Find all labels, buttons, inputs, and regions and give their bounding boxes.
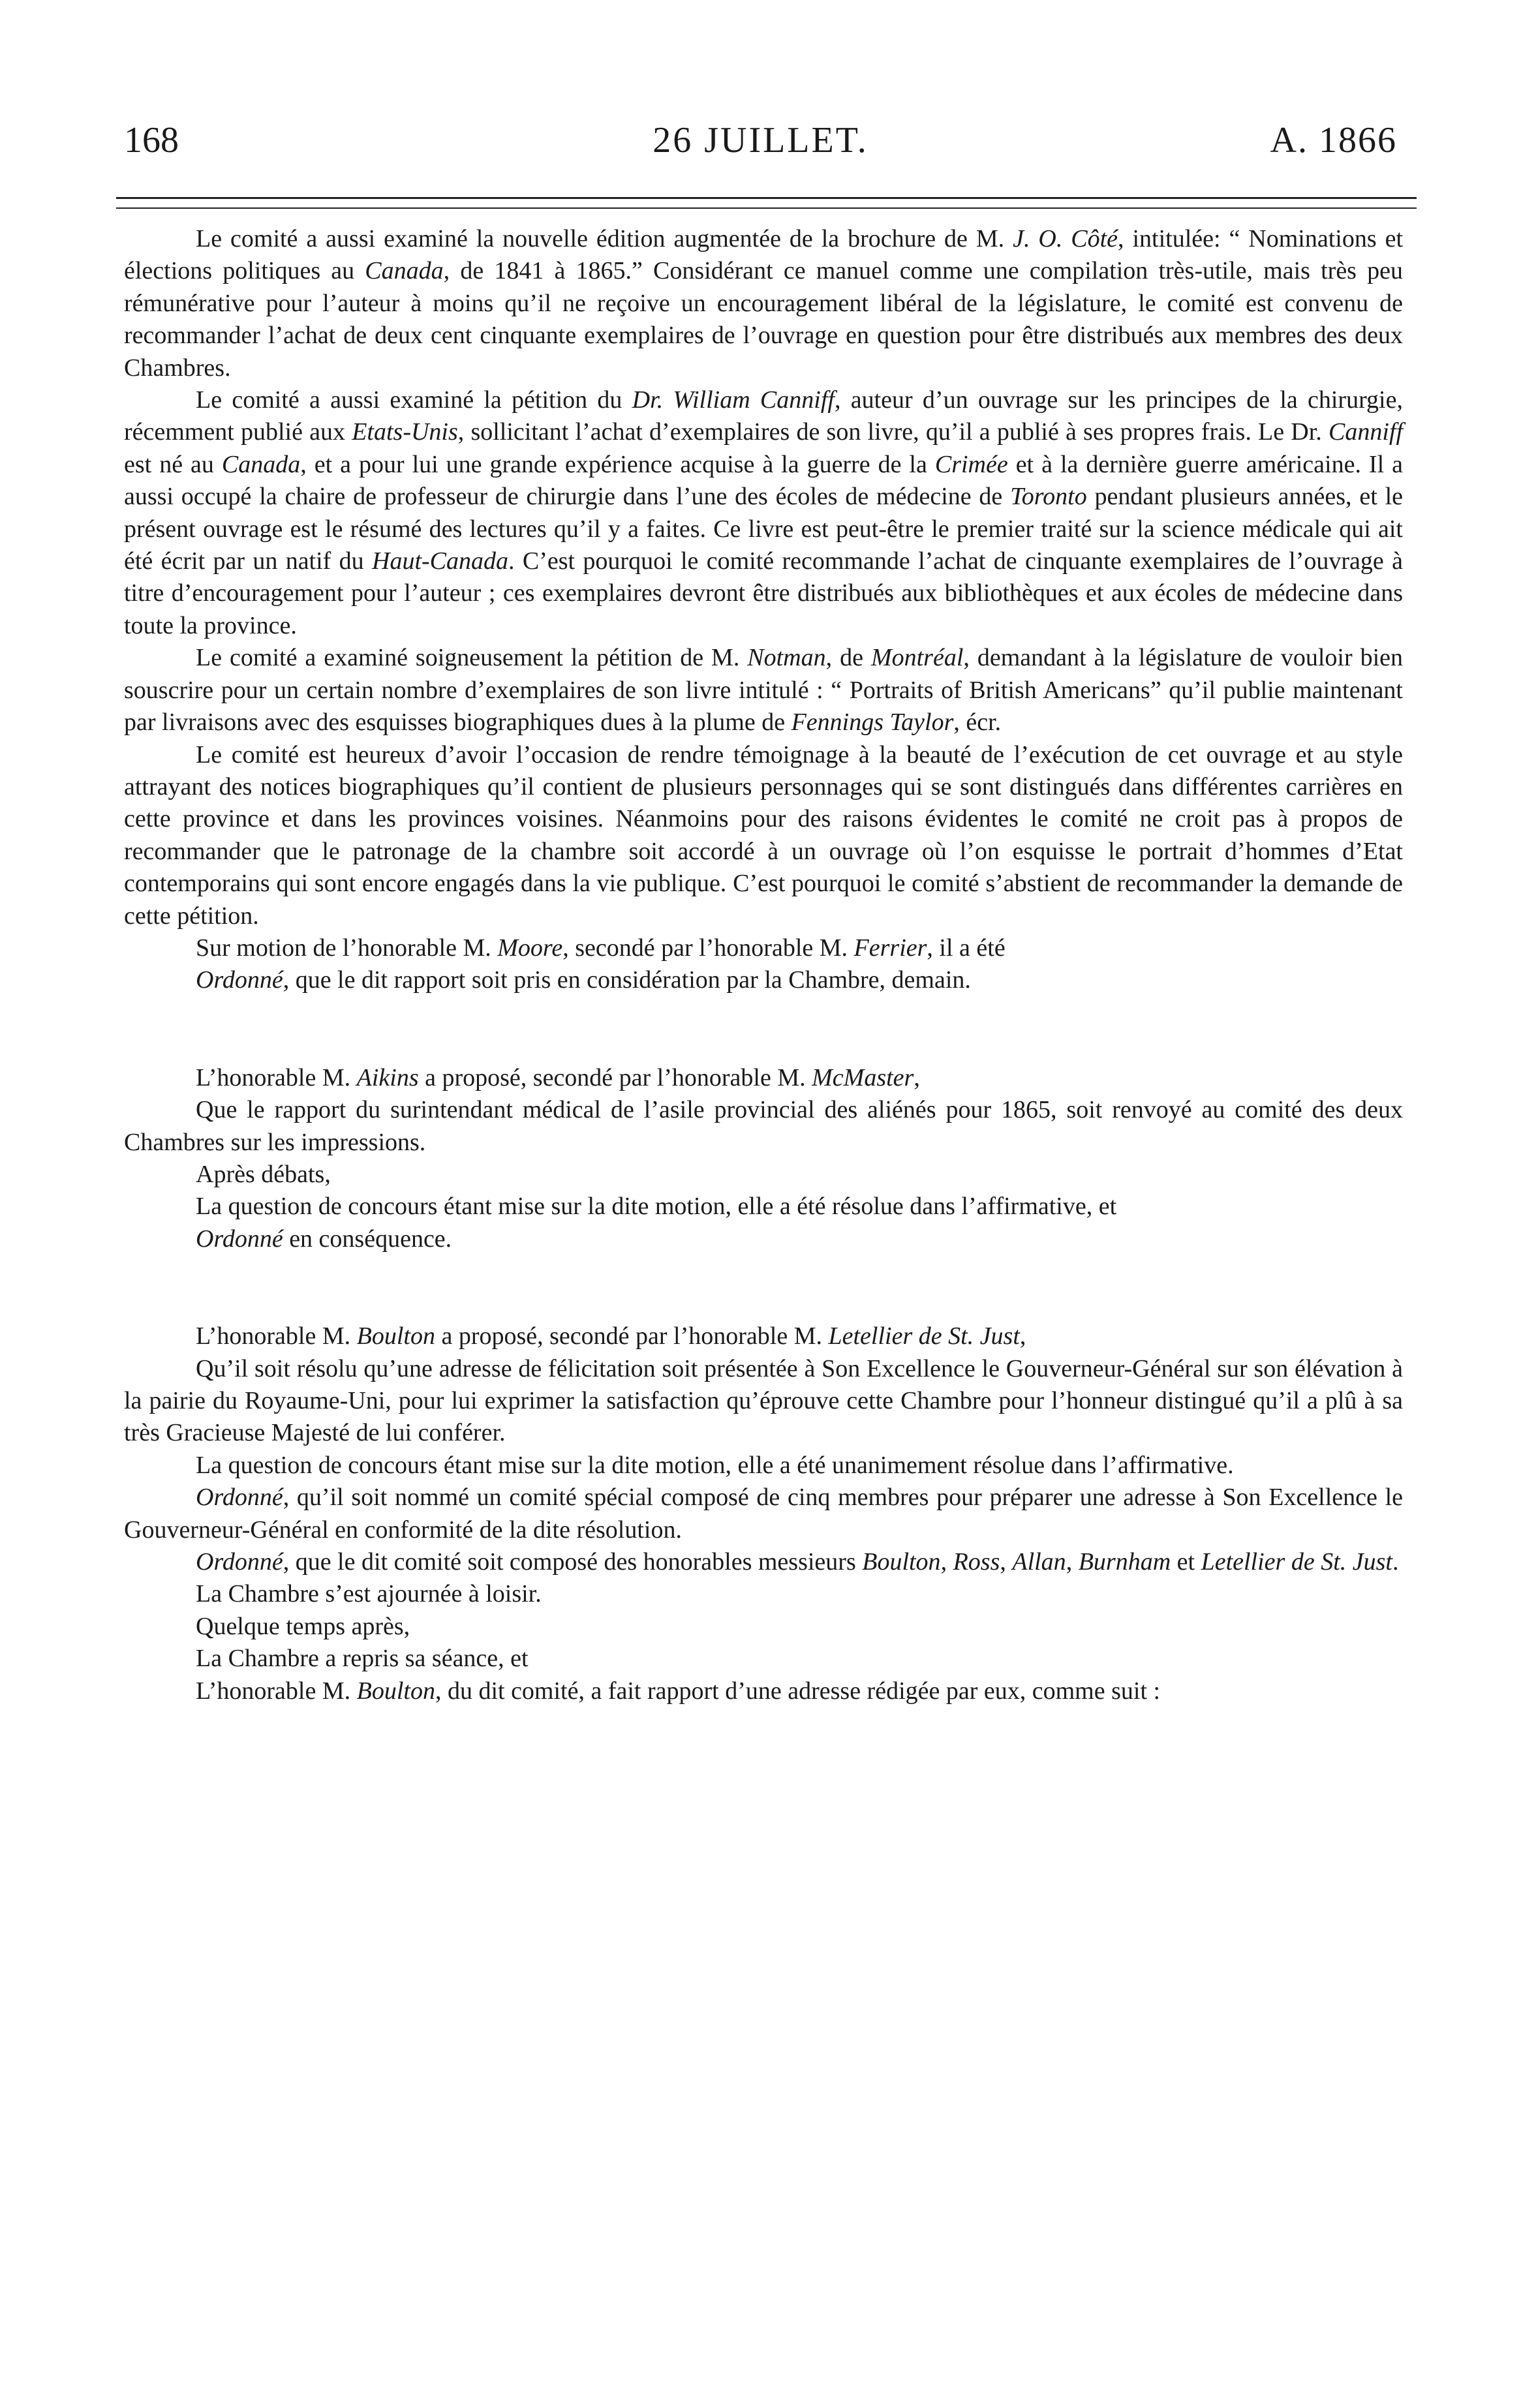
italic-run: Ordonné <box>196 1548 283 1576</box>
text-run: et à la dernière guerre américaine. Il a aussi occupé la chaire de professeur de chirurgie dans l’une des écoles de médecine de <box>124 450 1403 511</box>
text-run: a proposé, secondé par l’honorable M. <box>418 1063 812 1091</box>
paragraph-p7 <box>124 1062 1403 1094</box>
italic-run: Boulton <box>356 1322 435 1350</box>
paragraph-p15 <box>124 1482 1403 1546</box>
paragraph-p3 <box>124 642 1403 739</box>
text-run: , <box>1019 1322 1026 1350</box>
italic-run: Notman <box>747 644 826 672</box>
italic-run: Allan <box>1012 1548 1066 1576</box>
text-run: , de 1841 à 1865.” Considérant ce manuel comme une compilation très-utile, mais très peu rémunérative pour l’auteur à moins qu’il ne reçoive un encouragement libéral de la législature, le comité est convenu de recommander l’achat de deux cent cinquante exemplaires de l’ouvrage en question pour être distribués aux membres des deux Chambres. <box>124 257 1403 382</box>
text-run: , <box>940 1548 953 1576</box>
italic-run: Etats-Unis <box>352 418 458 446</box>
text-run: , auteur d’un ouvrage sur les principes de la chirurgie, récemment publié aux <box>124 386 1403 446</box>
text-run: , que le dit comité soit composé des honorables messieurs <box>283 1548 863 1576</box>
text-run: Le comité a aussi examiné la pétition du <box>196 386 632 414</box>
italic-run: Ordonné <box>196 1225 283 1253</box>
text-run: Après débats, <box>196 1160 331 1188</box>
italic-run: Ordonné <box>196 1484 283 1512</box>
italic-run: Moore <box>497 934 563 962</box>
italic-run: Burnham <box>1078 1548 1171 1576</box>
header-year: A. 1866 <box>1270 120 1397 160</box>
text-run: et <box>1171 1548 1201 1576</box>
text-run: Le comité a aussi examiné la nouvelle édition augmentée de la brochure de M. <box>196 225 1013 252</box>
italic-run: Crimée <box>934 450 1008 478</box>
paragraph-p19 <box>124 1643 1403 1675</box>
text-run: , écr. <box>953 709 1002 737</box>
paragraph-p6 <box>124 964 1403 996</box>
text-run: Sur motion de l’honorable M. <box>196 934 498 962</box>
text-run: , que le dit rapport soit pris en considération par la Chambre, demain. <box>283 966 971 994</box>
paragraph-p16 <box>124 1546 1403 1578</box>
text-run: Qu’il soit résolu qu’une adresse de félicitation soit présentée à Son Excellence le Gouverneur-Général sur son élévation à la pairie du Royaume-Uni, pour lui exprimer la satisfaction qu’éprouve cette Chambre pour l’honneur distingué qu’il a plû à sa très Gracieuse Majesté de lui conférer. <box>124 1354 1403 1447</box>
paragraph-p18 <box>124 1611 1403 1643</box>
text-run: L’honorable M. <box>196 1677 357 1705</box>
text-run: , il a été <box>927 934 1006 962</box>
italic-run: Fennings Taylor <box>791 709 954 737</box>
paragraph-p8 <box>124 1094 1403 1159</box>
text-run: , du dit comité, a fait rapport d’une adresse rédigée par eux, comme suit : <box>435 1677 1161 1705</box>
paragraph-p13 <box>124 1353 1403 1450</box>
text-run: , <box>914 1063 920 1091</box>
paragraph-p10 <box>124 1191 1403 1223</box>
italic-run: Montréal <box>870 644 964 672</box>
text-run: , de <box>825 644 871 672</box>
paragraph-p20 <box>124 1675 1403 1707</box>
text-run: Le comité a examiné soigneusement la pétition de M. <box>196 644 748 672</box>
italic-run: Toronto <box>1010 483 1087 511</box>
text-run: La question de concours étant mise sur la dite motion, elle a été unanimement résolue dans l’affirmative. <box>196 1451 1234 1479</box>
text-run: , demandant à la législature de vouloir bien souscrire pour un certain nombre d’exemplaires de son livre intitulé : “ Portraits of British Americans” qu’il publie maintenant par livraisons avec des esquisses biographiques dues à la plume de <box>124 644 1403 737</box>
paragraph-p17 <box>124 1578 1403 1610</box>
text-run: . <box>1392 1548 1399 1576</box>
italic-run: Ferrier <box>853 934 927 962</box>
italic-run: Boulton <box>862 1548 941 1576</box>
italic-run: Canada <box>221 450 301 478</box>
text-run: La Chambre s’est ajournée à loisir. <box>196 1580 542 1608</box>
text-run: L’honorable M. <box>196 1063 357 1091</box>
text-run: L’honorable M. <box>196 1322 357 1350</box>
paragraph-p9 <box>124 1159 1403 1191</box>
italic-run: Haut-Canada <box>372 547 509 575</box>
italic-run: Letellier de St. Just <box>828 1322 1020 1350</box>
text-run: , sollicitant l’achat d’exemplaires de son livre, qu’il a publié à ses propres frais. Le Dr. <box>457 418 1329 446</box>
text-run: . C’est pourquoi le comité recommande l’achat de cinquante exemplaires de l’ouvrage à titre d’encouragement pour l’auteur ; ces exemplaires devront être distribués aux bibliothèques et aux écoles de médecine dans toute la province. <box>124 547 1403 639</box>
italic-run: Ordonné <box>196 966 283 994</box>
text-run: a proposé, secondé par l’honorable M. <box>435 1322 829 1350</box>
italic-run: Dr. William Canniff <box>632 386 835 414</box>
text-run: est né au <box>124 450 222 478</box>
text-run: Le comité est heureux d’avoir l’occasion de rendre témoignage à la beauté de l’exécution de cet ouvrage et au style attrayant des notices biographiques qu’il contient de plusieurs personnages qui se sont distingués dans différentes carrières en cette province et dans les provinces voisines. Néanmoins pour des raisons évidentes le comité ne croit pas à propos de recommander que le patronage de la chambre soit accordé à un ouvrage où l’on esquisse le portrait d’hommes d’Etat contemporains qui sont encore engagés dans la vie publique. C’est pourquoi le comité s’abstient de recommander la demande de cette pétition. <box>124 740 1403 930</box>
paragraph-p2 <box>124 384 1403 642</box>
page-number: 168 <box>124 120 179 160</box>
italic-run: Aikins <box>356 1063 419 1091</box>
text-run: La question de concours étant mise sur la dite motion, elle a été résolue dans l’affirmative, et <box>196 1193 1117 1221</box>
text-run: , intitulée: “ Nominations et élections politiques au <box>124 225 1403 285</box>
paragraph-p5 <box>124 932 1403 964</box>
italic-run: Canniff <box>1328 418 1404 446</box>
italic-run: Ross <box>953 1548 1000 1576</box>
paragraph-p14 <box>124 1450 1403 1482</box>
paragraph-p12 <box>124 1320 1403 1352</box>
running-header <box>124 111 1397 170</box>
header-rule-top <box>116 197 1417 199</box>
text-run: La Chambre a repris sa séance, et <box>196 1645 529 1673</box>
paragraph-p4 <box>124 739 1403 932</box>
paragraph-p11 <box>124 1223 1403 1255</box>
italic-run: Canada <box>365 257 444 285</box>
italic-run: McMaster <box>812 1063 914 1091</box>
text-run: , secondé par l’honorable M. <box>562 934 854 962</box>
header-date: 26 JUILLET. <box>653 120 868 160</box>
document-body <box>124 223 1403 1707</box>
text-run: Quelque temps après, <box>196 1612 410 1640</box>
text-run: pendant plusieurs années, et le présent ouvrage est le résumé des lectures qu’il y a faites. Ce livre est peut-être le premier traité sur la science médicale qui ait été écrit par un natif du <box>124 483 1403 575</box>
text-run: Que le rapport du surintendant médical de l’asile provincial des aliénés pour 1865, soit renvoyé au comité des deux Chambres sur les impressions. <box>124 1096 1403 1156</box>
paragraph-p1 <box>124 223 1403 384</box>
text-run: , qu’il soit nommé un comité spécial composé de cinq membres pour préparer une adresse à Son Excellence le Gouverneur-Général en conformité de la dite résolution. <box>124 1484 1403 1544</box>
text-run: , et a pour lui une grande expérience acquise à la guerre de la <box>300 450 935 478</box>
italic-run: J. O. Côté <box>1013 225 1118 252</box>
text-run: , <box>1066 1548 1079 1576</box>
text-run: en conséquence. <box>283 1225 452 1253</box>
italic-run: Letellier de St. Just <box>1201 1548 1392 1576</box>
text-run: , <box>1000 1548 1013 1576</box>
header-rule-bottom <box>116 207 1417 209</box>
italic-run: Boulton <box>356 1677 435 1705</box>
